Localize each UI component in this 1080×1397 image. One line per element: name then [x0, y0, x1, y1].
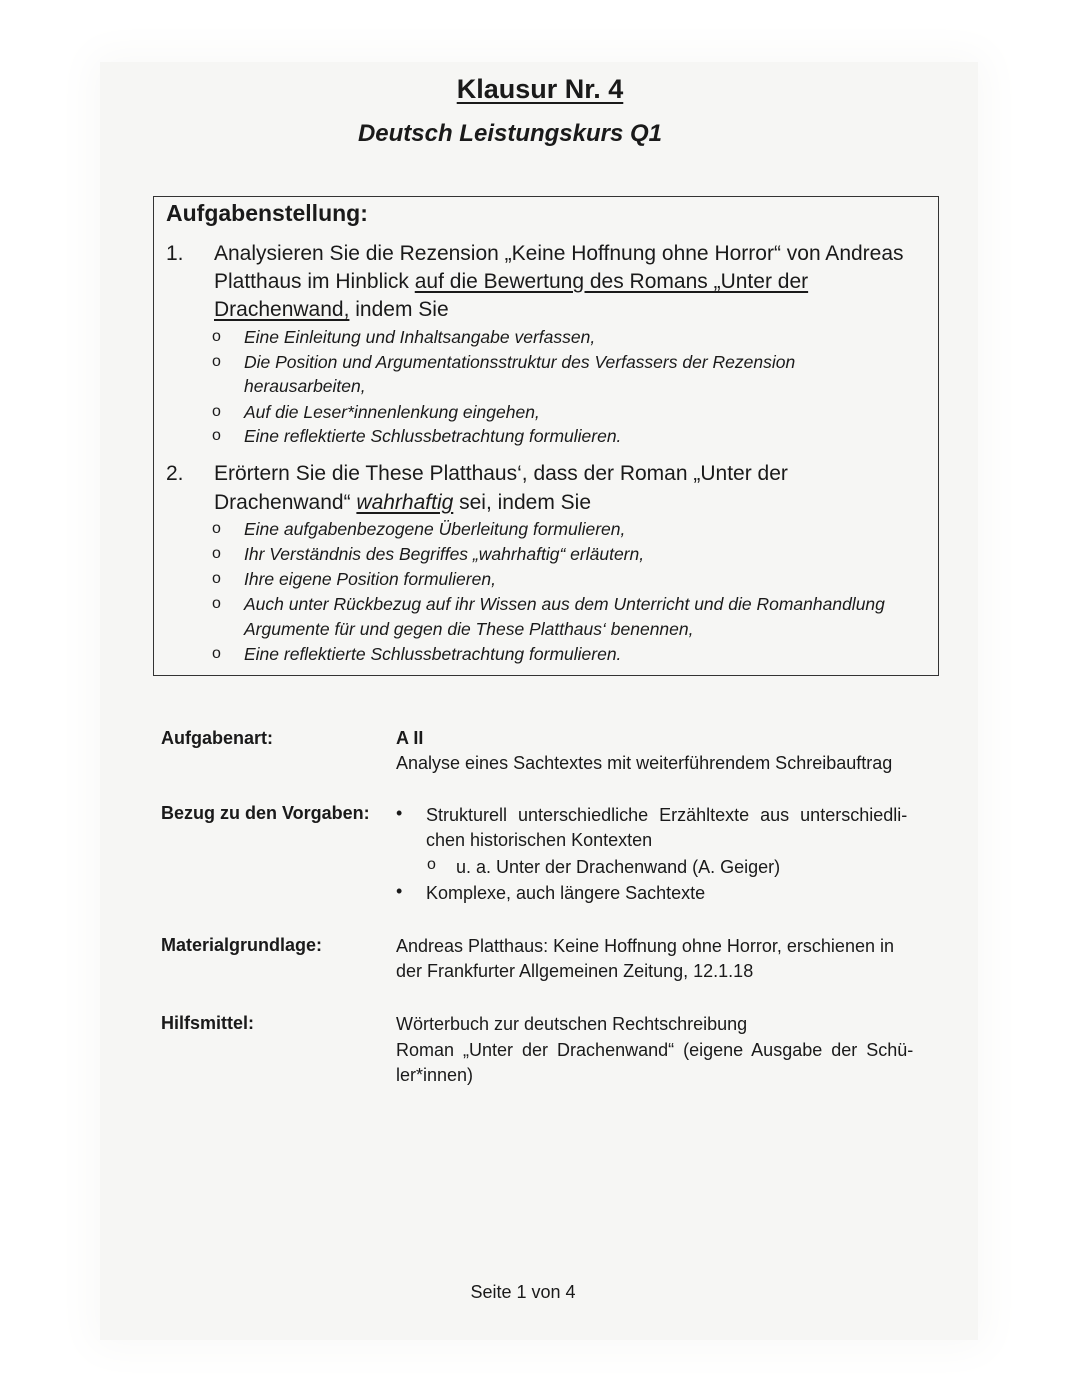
bullet-circle: o	[212, 403, 221, 420]
bullet-circle: o	[212, 328, 221, 345]
hilfsmittel-label: Hilfsmittel:	[161, 1013, 255, 1033]
task-box-heading: Aufgabenstellung:	[166, 200, 368, 226]
bullet-circle: o	[212, 427, 221, 444]
task1-bullet-3: Auf die Leser*innenlenkung eingehen,	[244, 402, 540, 422]
task2-bullet-2: Ihr Verständnis des Begriffes „wahrhaftig“ erläutern,	[244, 544, 645, 564]
task2-bullet-5: Eine reflektierte Schlussbetrachtung formulieren.	[244, 644, 622, 664]
bullet-dot: •	[396, 803, 403, 823]
aufgabenart-code: A II	[396, 728, 424, 748]
bezug-bullet1-line2: chen historischen Kontexten	[426, 830, 653, 850]
bullet-circle: o	[212, 595, 221, 612]
task1-bullet-2: Die Position und Argumentationsstruktur des Verfassers der Rezension	[244, 352, 796, 372]
hilfsmittel-line2: Roman „Unter der Drachenwand“ (eigene Ausgabe der Schü-	[396, 1040, 914, 1060]
task2-bullet-3: Ihre eigene Position formulieren,	[244, 569, 496, 589]
task2-bullet-4-cont: Argumente für und gegen die These Platthaus‘ benennen,	[244, 619, 694, 639]
material-label: Materialgrundlage:	[161, 935, 323, 955]
task2-bullet-1: Eine aufgabenbezogene Überleitung formulieren,	[244, 519, 626, 539]
task1-bullet-2-cont: herausarbeiten,	[244, 376, 366, 396]
task1-line3: Drachenwand, indem Sie	[214, 298, 449, 321]
bullet-circle: o	[212, 645, 221, 662]
task1-line1: Analysieren Sie die Rezension „Keine Hoffnung ohne Horror“ von Andreas	[214, 242, 904, 265]
bullet-circle: o	[212, 520, 221, 537]
task2-bullet-4: Auch unter Rückbezug auf ihr Wissen aus dem Unterricht und die Romanhandlung	[244, 594, 885, 614]
exam-title: Klausur Nr. 4	[456, 74, 624, 104]
page-number: Seite 1 von 4	[470, 1282, 576, 1302]
bullet-circle: o	[427, 856, 436, 873]
bezug-label: Bezug zu den Vorgaben:	[161, 803, 370, 823]
hilfsmittel-line3: ler*innen)	[396, 1065, 474, 1085]
task2-number: 2.	[166, 462, 184, 485]
bullet-circle: o	[212, 353, 221, 370]
bezug-bullet1-line1: Strukturell unterschiedliche Erzähltexte aus unterschiedli-	[426, 805, 908, 825]
task1-line2: Platthaus im Hinblick auf die Bewertung des Romans „Unter der	[214, 270, 809, 293]
task2-line1: Erörtern Sie die These Platthaus‘, dass der Roman „Unter der	[214, 462, 788, 485]
aufgabenart-label: Aufgabenart:	[161, 728, 273, 748]
task1-bullet-1: Eine Einleitung und Inhaltsangabe verfassen,	[244, 327, 596, 347]
aufgabenart-description: Analyse eines Sachtextes mit weiterführendem Schreibauftrag	[396, 753, 893, 773]
bullet-circle: o	[212, 570, 221, 587]
bullet-dot: •	[396, 881, 403, 901]
task1-bullet-4: Eine reflektierte Schlussbetrachtung formulieren.	[244, 426, 622, 446]
bezug-sub-bullet: u. a. Unter der Drachenwand (A. Geiger)	[456, 857, 781, 877]
bullet-circle: o	[212, 545, 221, 562]
task2-line2: Drachenwand“ wahrhaftig sei, indem Sie	[214, 491, 592, 514]
exam-subtitle: Deutsch Leistungskurs Q1	[357, 120, 663, 147]
hilfsmittel-line1: Wörterbuch zur deutschen Rechtschreibung	[396, 1014, 748, 1034]
material-line2: der Frankfurter Allgemeinen Zeitung, 12.1.18	[396, 961, 754, 981]
material-line1: Andreas Platthaus: Keine Hoffnung ohne Horror, erschienen in	[396, 936, 894, 956]
task1-number: 1.	[166, 242, 184, 265]
bezug-bullet2: Komplexe, auch längere Sachtexte	[426, 883, 706, 903]
